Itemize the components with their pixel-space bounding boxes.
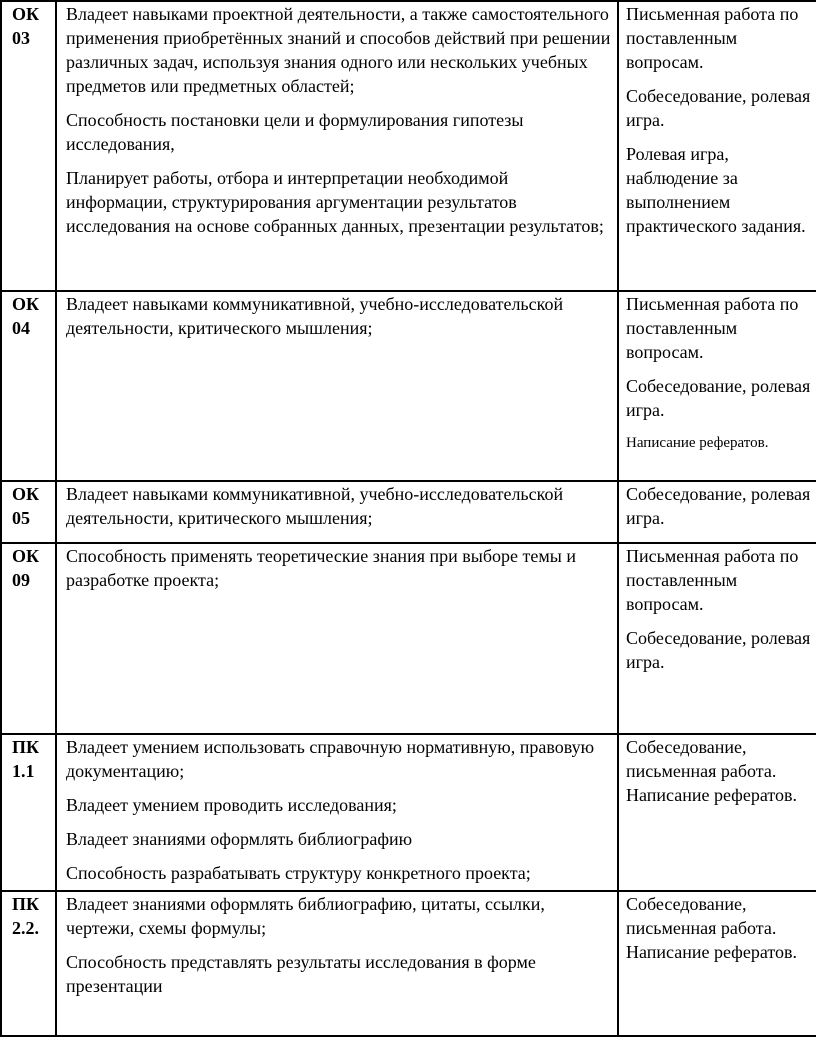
table-row [1,291,816,481]
description-text: Способность представлять результаты исследования в форме презентации [66,952,536,996]
table-row [1,543,816,734]
description-cell [56,1,618,291]
description-text: Владеет умением использовать справочную нормативную, правовую документацию; [66,737,595,781]
description-cell [56,291,618,481]
assessment-method-text: Собеседование, ролевая игра. [626,628,811,672]
table-row [1,481,816,543]
description-text: Владеет умением проводить исследования; [66,795,397,815]
description-text: Способность применять теоретические знания при выборе темы и разработке проекта; [66,546,576,590]
competency-code: ОК 09 [12,546,40,590]
competency-code: ОК 04 [12,294,40,338]
description-cell [56,481,618,543]
assessment-method-text: Собеседование, письменная работа. Написание рефератов. [626,737,797,805]
assessment-method-cell [618,291,816,481]
assessment-method-text: Письменная работа по поставленным вопросам. [626,4,799,72]
description-text: Способность постановки цели и формулирования гипотезы исследования, [66,110,524,154]
table-row [1,1,816,291]
assessment-method-text: Собеседование, ролевая игра. [626,86,811,130]
description-cell [56,891,618,1036]
description-text: Планирует работы, отбора и интерпретации необходимой информации, структурирования аргументации результатов исследования на основе собранных данных, презентации результатов; [66,168,604,236]
competency-code: ПК 1.1 [12,737,40,781]
assessment-method-cell [618,543,816,734]
assessment-method-cell [618,481,816,543]
description-text: Владеет знаниями оформлять библиографию [66,829,413,849]
assessment-method-text: Собеседование, письменная работа. Написание рефератов. [626,894,797,962]
assessment-method-cell [618,1,816,291]
description-text: Способность разрабатывать структуру конкретного проекта; [66,863,531,883]
assessment-method-text: Ролевая игра, наблюдение за выполнением практического задания. [626,144,806,236]
assessment-method-text: Письменная работа по поставленным вопросам. [626,546,799,614]
assessment-method-cell [618,891,816,1036]
competency-code-cell [1,481,56,543]
description-text: Владеет навыками проектной деятельности, а также самостоятельного применения приобретённых знаний и способов действий при решении различных задач, используя знания одного или нескольких учебных предметов или предметных областей; [66,4,611,96]
competency-code-cell [1,891,56,1036]
assessment-method-text: Написание рефератов. [626,435,769,451]
table-row [1,734,816,891]
description-cell [56,543,618,734]
competency-code-cell [1,734,56,891]
description-text: Владеет навыками коммуникативной, учебно-исследовательской деятельности, критического мышления; [66,294,564,338]
competency-code-cell [1,543,56,734]
assessment-method-text: Собеседование, ролевая игра. [626,376,811,420]
competency-code-cell [1,291,56,481]
table-row [1,891,816,1036]
competency-code: ОК 05 [12,484,40,528]
assessment-method-cell [618,734,816,891]
competency-code: ПК 2.2. [12,894,40,938]
description-text: Владеет знаниями оформлять библиографию, цитаты, ссылки, чертежи, схемы формулы; [66,894,545,938]
assessment-method-text: Собеседование, ролевая игра. [626,484,811,528]
assessment-method-text: Письменная работа по поставленным вопросам. [626,294,799,362]
description-text: Владеет навыками коммуникативной, учебно-исследовательской деятельности, критического мышления; [66,484,564,528]
description-cell [56,734,618,891]
competency-code: ОК 03 [12,4,40,48]
competency-code-cell [1,1,56,291]
